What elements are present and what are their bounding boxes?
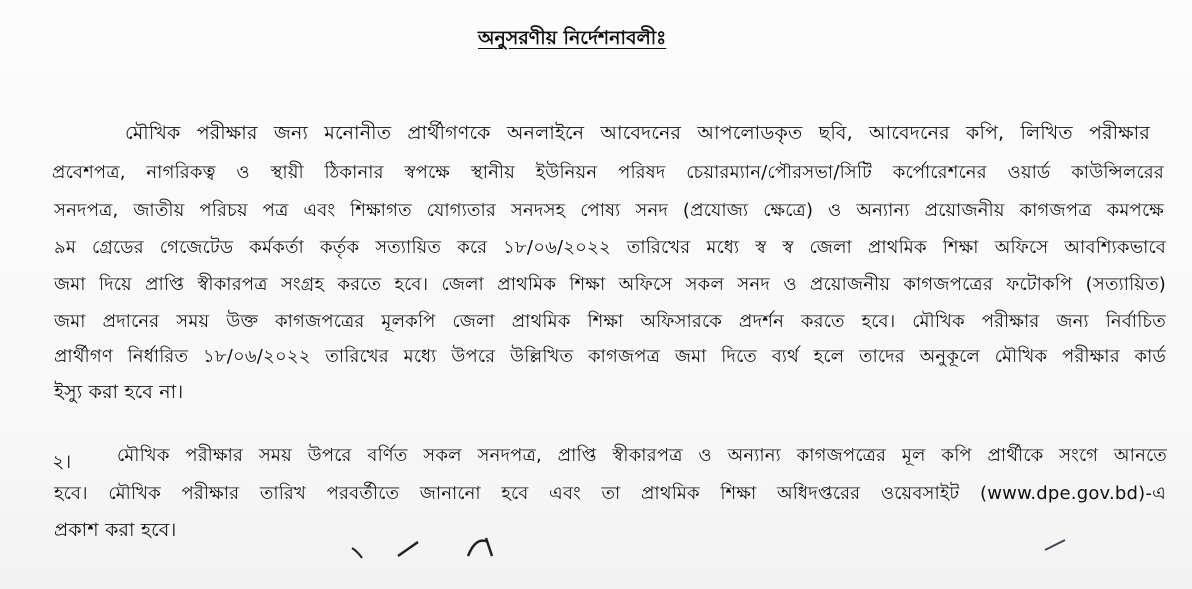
paragraph1-line-2: প্রবেশপত্র, নাগরিকত্ব ও স্থায়ী ঠিকানার স্বপক্ষে স্থানীয় ইউনিয়ন পরিষদ চেয়ারম্যান/পৌরসভা/সিটি কর্পোরেশনের ওয়ার্ড কাউন্সিলরের xyxy=(52,162,1164,183)
item2-line-2: হবে। মৌখিক পরীক্ষার তারিখ পরবর্তীতে জানানো হবে এবং তা প্রাথমিক শিক্ষা অধিদপ্তরের ওয়েবসাইট (www.dpe.gov.bd)-এ xyxy=(54,483,1166,504)
paragraph1-line-3: সনদপত্র, জাতীয় পরিচয় পত্র এবং শিক্ষাগত যোগ্যতার সনদসহ পোষ্য সনদ (প্রযোজ্য ক্ষেত্রে) ও অন্যান্য প্রয়োজনীয় কাগজপত্র কমপক্ষে xyxy=(54,200,1164,221)
paragraph1-line-8: ইস্যু করা হবে না। xyxy=(54,381,184,403)
item2-number: ২। xyxy=(52,451,72,473)
paragraph1-line-4: ৯ম গ্রেডের গেজেটেড কর্মকর্তা কর্তৃক সত্যায়িত করে ১৮/০৬/২০২২ তারিখের মধ্যে স্ব স্ব জেলা প্রাথমিক শিক্ষা অফিসে আবশ্যিকভাবে xyxy=(54,237,1166,258)
paragraph1-line-5: জমা দিয়ে প্রাপ্তি স্বীকারপত্র সংগ্রহ করতে হবে। জেলা প্রাথমিক শিক্ষা অফিসে সকল সনদ ও প্রয়োজনীয় কাগজপত্রের ফটোকপি (সত্যায়িত) xyxy=(54,274,1166,295)
paragraph1-line-6: জমা প্রদানের সময় উক্ত কাগজপত্রের মূলকপি জেলা প্রাথমিক শিক্ষা অফিসারকে প্রদর্শন করতে হবে। মৌখিক পরীক্ষার জন্য নির্বাচিত xyxy=(54,311,1166,332)
paragraph1-line-7: প্রার্থীগণ নির্ধারিত ১৮/০৬/২০২২ তারিখের মধ্যে উপরে উল্লিখিত কাগজপত্র জমা দিতে ব্যর্থ হলে তাদের অনুকূলে মৌখিক পরীক্ষার কার্ড xyxy=(54,346,1166,367)
item2-line-1: মৌখিক পরীক্ষার সময় উপরে বর্ণিত সকল সনদপত্র, প্রাপ্তি স্বীকারপত্র ও অন্যান্য কাগজপত্রের মূল কপি প্রার্থীকে সংগে আনতে xyxy=(117,445,1167,466)
document-heading: অনুসরণীয় নির্দেশনাবলীঃ xyxy=(478,27,667,49)
item2-line-3: প্রকাশ করা হবে। xyxy=(54,519,177,541)
paragraph1-line-1: মৌখিক পরীক্ষার জন্য মনোনীত প্রার্থীগণকে অনলাইনে আবেদনের আপলোডকৃত ছবি, আবেদনের কপি, লিখিত পরীক্ষার xyxy=(125,122,1150,144)
